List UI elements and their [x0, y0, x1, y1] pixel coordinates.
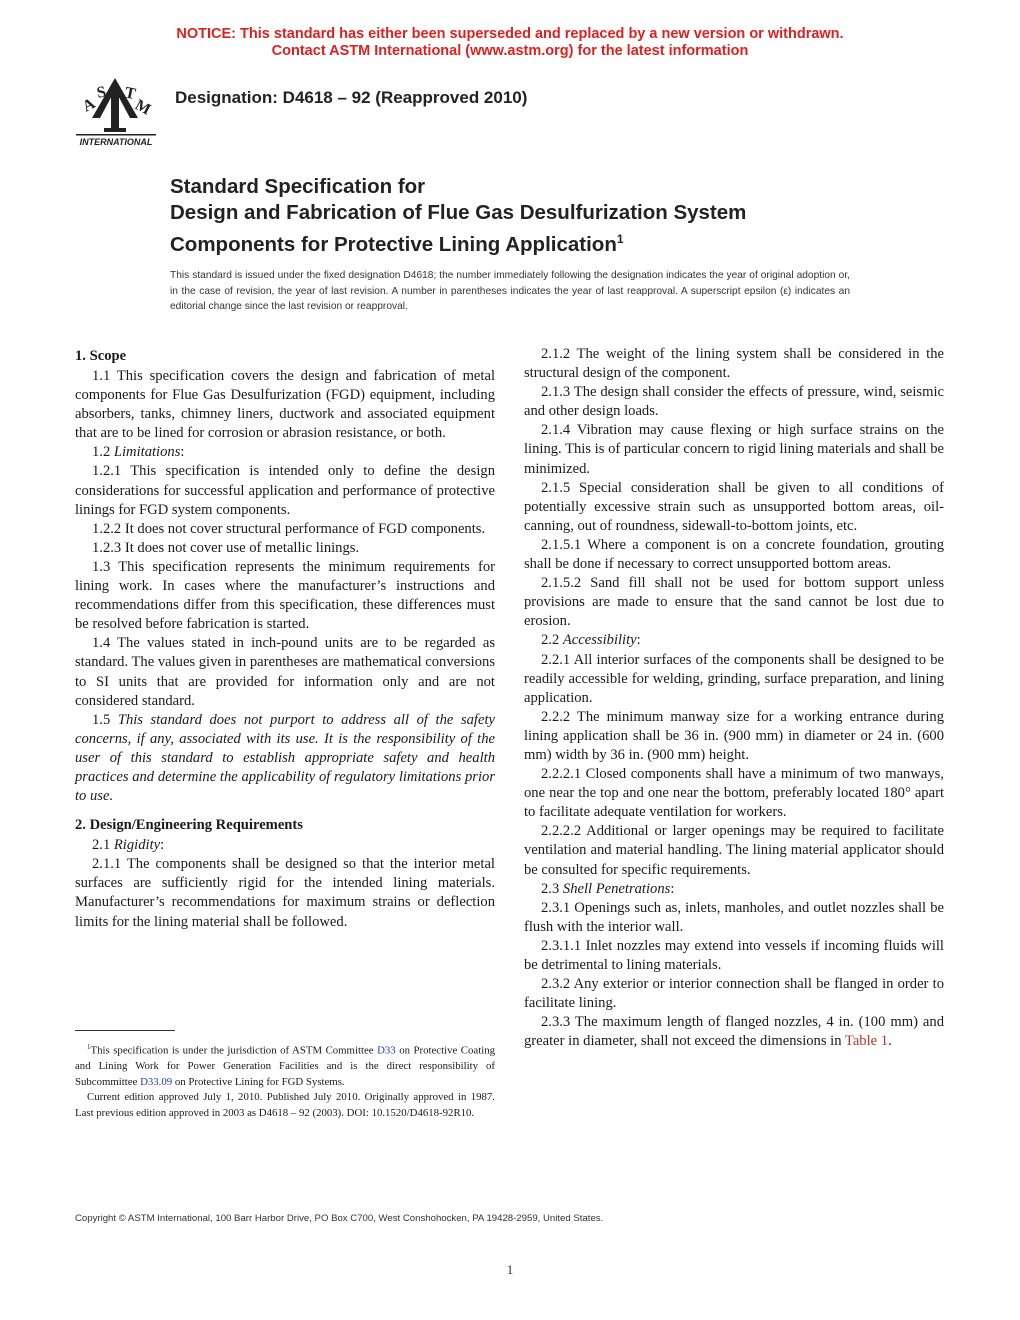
- para-1-2-2: 1.2.2 It does not cover structural performance of FGD components.: [92, 520, 486, 537]
- title-line-3-text: Components for Protective Lining Application: [170, 233, 617, 256]
- svg-text:M: M: [132, 96, 154, 119]
- committee-d33-link[interactable]: D33: [377, 1044, 396, 1057]
- para-1-2-label: Limitations: [113, 444, 181, 461]
- para-2-2-2-2: 2.2.2.2 Additional or larger openings may be required to facilitate ventilation and material handling. The lining material applicator should be consulted for specific requirements.: [524, 823, 944, 878]
- para-2-3-2: 2.3.2 Any exterior or interior connection shall be flanged in order to facilitate lining.: [524, 976, 944, 1012]
- left-column: [75, 345, 495, 932]
- footnote-marker: 1: [87, 1043, 91, 1051]
- document-title: [170, 174, 746, 258]
- para-2-1-1: 2.1.1 The components shall be designed so that the interior metal surfaces are sufficiently rigid for the intended lining materials. Manufacturer’s recommendations for maximum strains or deflection limits for the lining material shall be followed.: [75, 856, 495, 930]
- para-2-1-colon: :: [160, 837, 165, 854]
- footnote-divider: [75, 1030, 175, 1031]
- para-2-1-4: 2.1.4 Vibration may cause flexing or high surface strains on the lining. This is of particular concern to rigid lining materials and shall be minimized.: [524, 422, 945, 477]
- footnote-1: [75, 1040, 495, 1090]
- para-2-3-colon: :: [670, 880, 675, 897]
- para-2-3-3-text-a: 2.3.3 The maximum length of flanged nozzles, 4 in. (100 mm) and greater in diameter, shall not exceed the dimensions in: [524, 1014, 944, 1050]
- table-1-link[interactable]: Table 1: [844, 1033, 889, 1050]
- para-2-1-5-1: 2.1.5.1 Where a component is on a concrete foundation, grouting shall be done if necessary to correct unsupported bottom areas.: [524, 536, 944, 573]
- designation: Designation: D4618 – 92 (Reapproved 2010): [175, 88, 528, 107]
- para-1-2-3: 1.2.3 It does not cover use of metallic linings.: [92, 539, 360, 556]
- title-line-3: [170, 226, 746, 258]
- para-2-1-5-2: 2.1.5.2 Sand fill shall not be used for bottom support unless provisions are made to ensure that the sand cannot be lost due to erosion.: [524, 575, 944, 630]
- para-2-2-colon: :: [636, 632, 641, 649]
- para-1-4: 1.4 The values stated in inch-pound units are to be regarded as standard. The values given in parentheses are mathematical conversions to SI units that are provided for information only and are not considered standard.: [75, 635, 495, 709]
- para-1-5-num: 1.5: [92, 711, 118, 728]
- footnote-1-text-a: This specification is under the jurisdiction of ASTM Committee: [90, 1044, 378, 1057]
- para-2-2: [524, 631, 944, 650]
- svg-text:A: A: [79, 95, 99, 116]
- notice-line-2: Contact ASTM International (www.astm.org) for the latest information: [271, 43, 749, 59]
- para-2-1: [75, 836, 495, 855]
- para-2-2-2-1: 2.2.2.1 Closed components shall have a minimum of two manways, one near the top and one near the bottom, preferably located 180° apart to facilitate adequate ventilation for workers.: [524, 766, 944, 821]
- astm-logo: [68, 72, 162, 152]
- issuance-note: This standard is issued under the fixed designation D4618; the number immediately following the designation indicates the year of original adoption or, in the case of revision, the year of last revision. A number in parentheses indicates the year of last reapproval. A superscript epsilon (ε) indicates an editorial change since the last revision or reapproval.: [170, 270, 850, 312]
- para-2-3-3-text-b: .: [888, 1033, 892, 1050]
- notice-line-1: NOTICE: This standard has either been superseded and replaced by a new version or withdrawn.: [176, 26, 844, 42]
- para-2-2-num: 2.2: [541, 632, 563, 649]
- para-2-1-3: 2.1.3 The design shall consider the effects of pressure, wind, seismic and other design loads.: [524, 384, 944, 420]
- para-1-2-1: 1.2.1 This specification is intended only to define the design considerations for successful application and performance of protective linings for FGD system components.: [75, 463, 495, 518]
- para-2-2-label: Accessibility: [562, 632, 637, 649]
- para-2-1-num: 2.1: [92, 837, 114, 854]
- para-2-3-num: 2.3: [541, 880, 563, 897]
- para-2-3: [524, 880, 944, 899]
- svg-text:T: T: [123, 84, 138, 104]
- para-1-3: 1.3 This specification represents the minimum requirements for lining work. In cases where the manufacturer’s instructions and recommendations differ from this specification, these differences must be resolved before fabrication is started.: [75, 558, 495, 633]
- para-1-1: 1.1 This specification covers the design and fabrication of metal components for Flue Gas Desulfurization (FGD) equipment, including absorbers, tanks, chimney liners, ductwork and associated equipment that are to be lined for corrosion or abrasion resistance, or both.: [75, 368, 495, 442]
- page-number: 1: [506, 1262, 514, 1277]
- svg-text:INTERNATIONAL: INTERNATIONAL: [79, 137, 153, 147]
- para-2-1-5: 2.1.5 Special consideration shall be given to all conditions of potentially excessive strain such as unsupported bottom areas, oil-canning, out of roundness, sidewall-to-bottom joints, etc.: [524, 479, 944, 534]
- para-2-1-label: Rigidity: [113, 837, 161, 854]
- para-2-2-2: 2.2.2 The minimum manway size for a working entrance during lining application shall be 36 in. (900 mm) in diameter or 24 in. (600 mm) width by 36 in. (900 mm) height.: [524, 708, 944, 763]
- para-2-3-1: 2.3.1 Openings such as, inlets, manholes, and outlet nozzles shall be flush with the interior wall.: [524, 899, 944, 935]
- footnote-1-text-c: on Protective Lining for FGD Systems.: [172, 1075, 345, 1088]
- title-line-1: Standard Specification for: [170, 175, 426, 198]
- para-2-3-3: [524, 1013, 944, 1051]
- para-2-1-2: 2.1.2 The weight of the lining system shall be considered in the structural design of the component.: [524, 346, 944, 382]
- para-2-3-label: Shell Penetrations: [562, 880, 671, 897]
- right-column: [524, 345, 944, 1051]
- para-2-2-1: 2.2.1 All interior surfaces of the components shall be designed to be readily accessible for welding, grinding, surface preparation, and lining application.: [524, 651, 944, 706]
- para-1-5: [75, 711, 495, 806]
- footnote-2: Current edition approved July 1, 2010. Published July 2010. Originally approved in 1987. Last previous edition approved in 2003 as D4618 – 92 (2003). DOI: 10.1520/D4618-92R10.: [75, 1091, 495, 1119]
- para-1-2-num: 1.2: [92, 444, 114, 461]
- notice-banner: [0, 26, 1020, 60]
- title-footnote-marker: 1: [616, 232, 624, 246]
- para-2-3-1-1: 2.3.1.1 Inlet nozzles may extend into vessels if incoming fluids will be detrimental to lining materials.: [524, 937, 944, 973]
- section-1-heading: 1. Scope: [75, 348, 127, 364]
- copyright-notice: Copyright © ASTM International, 100 Barr Harbor Drive, PO Box C700, West Conshohocken, PA 19428-2959, United States.: [75, 1213, 604, 1224]
- para-1-2-colon: :: [180, 444, 185, 461]
- footnote: [75, 1040, 495, 1121]
- section-2-heading: 2. Design/Engineering Requirements: [75, 817, 303, 834]
- subcommittee-d33-09-link[interactable]: D33.09: [140, 1075, 173, 1088]
- svg-text:S: S: [95, 83, 108, 102]
- title-line-2: Design and Fabrication of Flue Gas Desulfurization System: [170, 201, 747, 224]
- astm-logo-icon: [68, 72, 162, 152]
- footnote-1-text-b: on Protective Coating and Lining Work for Power Generation Facilities and is the direct responsibility of Subcommittee: [75, 1044, 495, 1088]
- para-1-5-text: This standard does not purport to address all of the safety concerns, if any, associated with its use. It is the responsibility of the user of this standard to establish appropriate safety and health practices and determine the applicability of regulatory limitations prior to use.: [75, 711, 495, 805]
- para-1-2: [75, 443, 495, 462]
